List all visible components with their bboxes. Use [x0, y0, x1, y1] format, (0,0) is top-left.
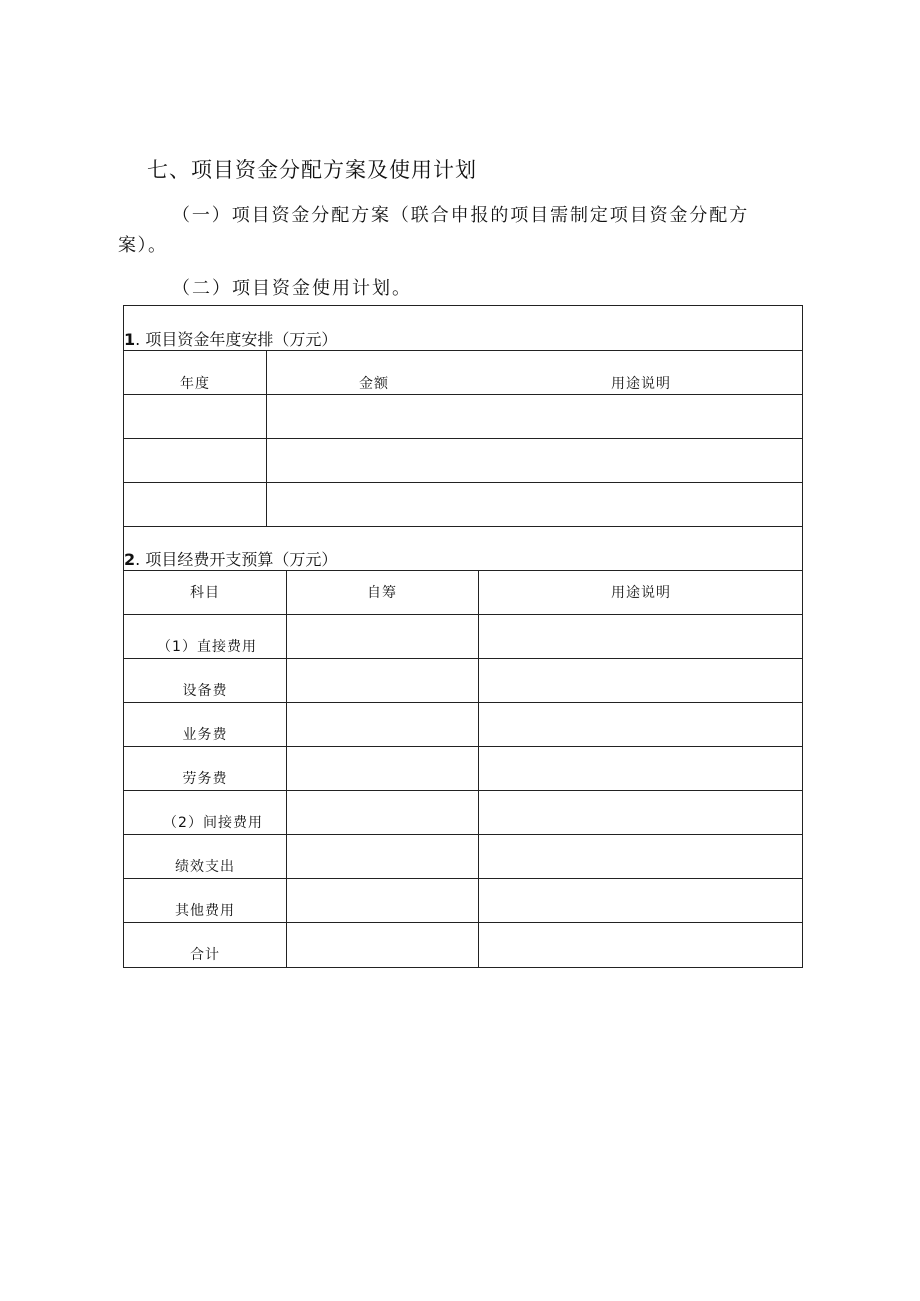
- table2-cell-self-raised[interactable]: [287, 703, 478, 746]
- table1-cell-year[interactable]: [124, 439, 266, 482]
- paragraph-allocation-plan-continued: 案）。: [118, 235, 168, 256]
- section-title: 七、项目资金分配方案及使用计划: [147, 158, 477, 182]
- table2-row-direct-cost: （1）直接费用: [157, 639, 257, 655]
- table1-cell-amount-purpose[interactable]: [267, 483, 802, 526]
- table2-cell-self-raised[interactable]: [287, 615, 478, 658]
- table2-heading-text: . 项目经费开支预算（万元）: [135, 550, 338, 569]
- table2-cell-purpose[interactable]: [479, 791, 802, 834]
- table1-bottom-divider: [123, 526, 803, 527]
- table2-row-total: 合计: [190, 947, 220, 963]
- table2-cell-self-raised[interactable]: [287, 747, 478, 790]
- table2-cell-purpose[interactable]: [479, 747, 802, 790]
- table2-heading: [124, 549, 337, 571]
- table1-cell-year[interactable]: [124, 483, 266, 526]
- table2-row-other: 其他费用: [175, 903, 235, 919]
- table1-header-year: 年度: [180, 376, 210, 392]
- table2-cell-purpose[interactable]: [479, 879, 802, 922]
- table1-cell-amount-purpose[interactable]: [267, 439, 802, 482]
- table2-row-performance: 绩效支出: [175, 859, 235, 875]
- table1-heading-text: . 项目资金年度安排（万元）: [135, 330, 338, 349]
- table1-header-amount: 金额: [359, 376, 389, 392]
- table1-heading: [124, 329, 337, 351]
- table2-row-labor: 劳务费: [182, 771, 228, 787]
- paragraph-allocation-plan: （一）项目资金分配方案（联合申报的项目需制定项目资金分配方: [172, 205, 750, 226]
- table2-cell-self-raised[interactable]: [287, 923, 478, 967]
- table2-row-indirect-cost: （2）间接费用: [163, 815, 263, 831]
- table1-cell-amount-purpose[interactable]: [267, 395, 802, 438]
- table2-header-self-raised: 自筹: [367, 585, 397, 601]
- table2-header-purpose: 用途说明: [611, 585, 671, 601]
- table2-cell-purpose[interactable]: [479, 923, 802, 967]
- paragraph-usage-plan: （二）项目资金使用计划。: [172, 278, 412, 299]
- table2-cell-purpose[interactable]: [479, 659, 802, 702]
- table2-cell-purpose[interactable]: [479, 615, 802, 658]
- table2-cell-self-raised[interactable]: [287, 835, 478, 878]
- table2-cell-purpose[interactable]: [479, 835, 802, 878]
- table2-header-subject: 科目: [190, 585, 220, 601]
- table2-cell-self-raised[interactable]: [287, 879, 478, 922]
- table2-row-equipment: 设备费: [182, 683, 228, 699]
- table2-row-business: 业务费: [182, 727, 228, 743]
- table2-heading-number: 2: [124, 550, 136, 569]
- table2-cell-self-raised[interactable]: [287, 659, 478, 702]
- table1-cell-year[interactable]: [124, 395, 266, 438]
- table1-header-purpose: 用途说明: [611, 376, 671, 392]
- table2-cell-purpose[interactable]: [479, 703, 802, 746]
- table1-heading-number: 1: [124, 330, 136, 349]
- table2-cell-self-raised[interactable]: [287, 791, 478, 834]
